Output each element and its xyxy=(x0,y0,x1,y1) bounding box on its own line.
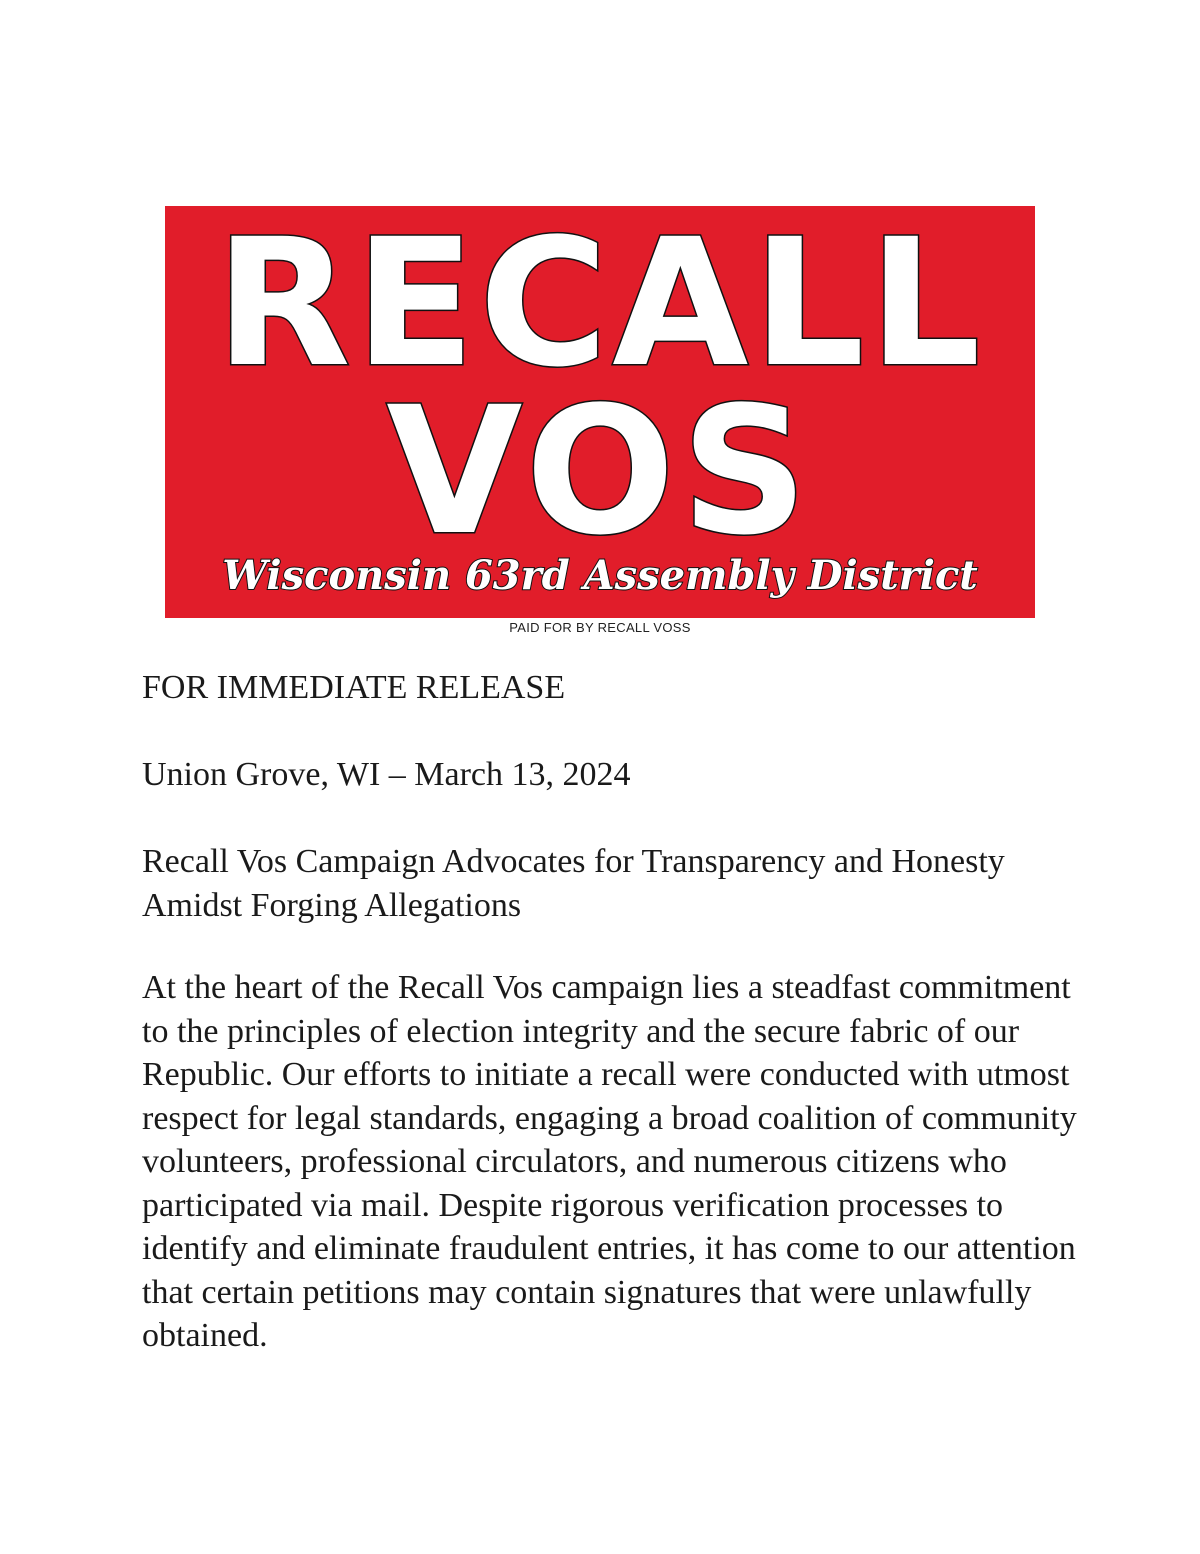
dateline: Union Grove, WI – March 13, 2024 xyxy=(142,756,631,793)
banner-recall-text: RECALL xyxy=(215,206,985,406)
body-paragraph: At the heart of the Recall Vos campaign lies a steadfast commitment to the principles of election integrity and the secure fabric of our Republic. Our efforts to initiate a recall were conducted with utmost respect for legal standards, engaging a broad coalition of community volunteers, professional circulators, and numerous citizens who participated via mail. Despite rigorous verification processes to identify and eliminate fraudulent entries, it has come to our attention that certain petitions may contain signatures that were unlawfully obtained. xyxy=(142,969,1077,1354)
banner-vos-text: VOS xyxy=(386,369,814,574)
banner-district-text: Wisconsin 63rd Assembly District xyxy=(222,552,978,599)
release-label: FOR IMMEDIATE RELEASE xyxy=(142,669,566,706)
headline: Recall Vos Campaign Advocates for Transparency and Honesty Amidst Forging Allegations xyxy=(142,843,1005,924)
recall-vos-banner xyxy=(165,206,1035,618)
paid-for-disclaimer: PAID FOR BY RECALL VOSS xyxy=(509,620,691,635)
